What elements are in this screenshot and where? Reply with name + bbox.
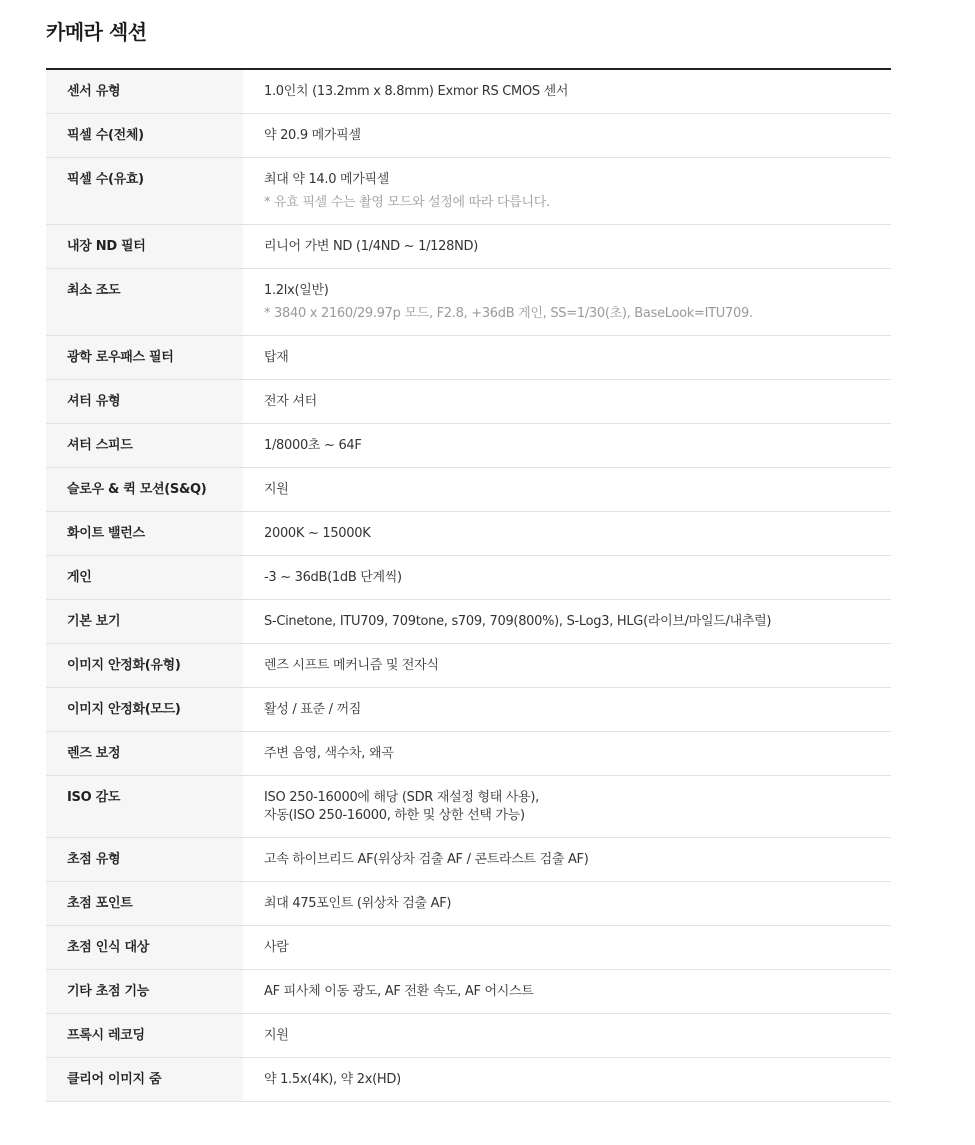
spec-value: [243, 644, 891, 688]
spec-value: [243, 838, 891, 882]
spec-label: 기본 보기: [46, 600, 243, 644]
spec-row: [46, 1014, 891, 1058]
spec-value-line: 약 20.9 메가픽셀: [264, 128, 361, 143]
spec-row: [46, 336, 891, 380]
spec-label: 이미지 안정화(유형): [46, 644, 243, 688]
spec-table-body: [46, 69, 891, 1102]
spec-value: [243, 114, 891, 158]
spec-label: 화이트 밸런스: [46, 512, 243, 556]
spec-note: * 3840 x 2160/29.97p 모드, F2.8, +36dB 게인, SS=1/30(초), BaseLook=ITU709.: [264, 306, 753, 321]
spec-value-line: 1.2lx(일반): [264, 283, 329, 298]
spec-label: 이미지 안정화(모드): [46, 688, 243, 732]
spec-row: [46, 732, 891, 776]
spec-label: 최소 조도: [46, 269, 243, 336]
spec-row: [46, 69, 891, 114]
spec-value-line: 1.0인치 (13.2mm x 8.8mm) Exmor RS CMOS 센서: [264, 84, 569, 99]
spec-label: 센서 유형: [46, 69, 243, 114]
spec-value-line: 고속 하이브리드 AF(위상차 검출 AF / 콘트라스트 검출 AF): [264, 852, 589, 867]
spec-label: 프록시 레코딩: [46, 1014, 243, 1058]
spec-note: * 유효 픽셀 수는 촬영 모드와 설정에 따라 다릅니다.: [264, 195, 550, 210]
spec-value-line: 2000K ~ 15000K: [264, 526, 371, 541]
spec-label: 광학 로우패스 필터: [46, 336, 243, 380]
spec-row: [46, 688, 891, 732]
spec-value: [243, 882, 891, 926]
spec-value-line: 주변 음영, 색수차, 왜곡: [264, 746, 394, 761]
spec-value: [243, 336, 891, 380]
spec-value-line: 탑재: [264, 350, 289, 365]
spec-value: [243, 1058, 891, 1102]
spec-row: [46, 512, 891, 556]
spec-label: 초점 인식 대상: [46, 926, 243, 970]
spec-row: [46, 468, 891, 512]
spec-label: 셔터 유형: [46, 380, 243, 424]
spec-value-line: AF 피사체 이동 광도, AF 전환 속도, AF 어시스트: [264, 984, 534, 999]
spec-label: 게인: [46, 556, 243, 600]
spec-value: [243, 69, 891, 114]
spec-value-line: 사람: [264, 940, 289, 955]
spec-label: ISO 감도: [46, 776, 243, 838]
spec-label: 내장 ND 필터: [46, 225, 243, 269]
spec-value-line: 지원: [264, 482, 289, 497]
spec-row: [46, 158, 891, 225]
spec-value-line: ISO 250-16000에 해당 (SDR 재설정 형태 사용),: [264, 790, 539, 805]
spec-row: [46, 1058, 891, 1102]
spec-label: 슬로우 & 퀵 모션(S&Q): [46, 468, 243, 512]
spec-value: [243, 776, 891, 838]
spec-label: 픽셀 수(유효): [46, 158, 243, 225]
spec-value-line: 1/8000초 ~ 64F: [264, 438, 362, 453]
spec-value: [243, 512, 891, 556]
spec-value: [243, 688, 891, 732]
spec-value-line: 약 1.5x(4K), 약 2x(HD): [264, 1072, 401, 1087]
spec-value: [243, 424, 891, 468]
spec-value-line: 렌즈 시프트 메커니즘 및 전자식: [264, 658, 439, 673]
spec-row: [46, 424, 891, 468]
spec-row: [46, 926, 891, 970]
spec-label: 초점 포인트: [46, 882, 243, 926]
spec-value-line: S-Cinetone, ITU709, 709tone, s709, 709(800%), S-Log3, HLG(라이브/마일드/내추럴): [264, 614, 772, 629]
spec-value-line: 지원: [264, 1028, 289, 1043]
spec-value-line: 자동(ISO 250-16000, 하한 및 상한 선택 가능): [264, 808, 525, 823]
spec-row: [46, 600, 891, 644]
spec-label: 기타 초점 기능: [46, 970, 243, 1014]
spec-label: 초점 유형: [46, 838, 243, 882]
spec-row: [46, 269, 891, 336]
spec-row: [46, 882, 891, 926]
spec-value-line: -3 ~ 36dB(1dB 단계씩): [264, 570, 402, 585]
spec-row: [46, 776, 891, 838]
spec-value-line: 최대 약 14.0 메가픽셀: [264, 172, 390, 187]
section-title: 카메라 섹션: [46, 20, 147, 44]
spec-value: [243, 269, 891, 336]
spec-value: [243, 600, 891, 644]
spec-row: [46, 114, 891, 158]
spec-value: [243, 468, 891, 512]
spec-value-line: 활성 / 표준 / 꺼짐: [264, 702, 362, 717]
spec-value-line: 최대 475포인트 (위상차 검출 AF): [264, 896, 452, 911]
spec-value: [243, 1014, 891, 1058]
spec-value: [243, 158, 891, 225]
spec-row: [46, 838, 891, 882]
spec-value: [243, 225, 891, 269]
spec-label: 픽셀 수(전체): [46, 114, 243, 158]
spec-row: [46, 970, 891, 1014]
spec-value-line: 전자 셔터: [264, 394, 317, 409]
spec-value: [243, 380, 891, 424]
spec-label: 셔터 스피드: [46, 424, 243, 468]
spec-value: [243, 970, 891, 1014]
spec-label: 렌즈 보정: [46, 732, 243, 776]
spec-value: [243, 926, 891, 970]
spec-row: [46, 225, 891, 269]
spec-value: [243, 556, 891, 600]
spec-row: [46, 644, 891, 688]
spec-row: [46, 380, 891, 424]
spec-table: [46, 68, 891, 1102]
spec-value: [243, 732, 891, 776]
spec-value-line: 리니어 가변 ND (1/4ND ~ 1/128ND): [264, 239, 478, 254]
spec-label: 클리어 이미지 줌: [46, 1058, 243, 1102]
spec-row: [46, 556, 891, 600]
